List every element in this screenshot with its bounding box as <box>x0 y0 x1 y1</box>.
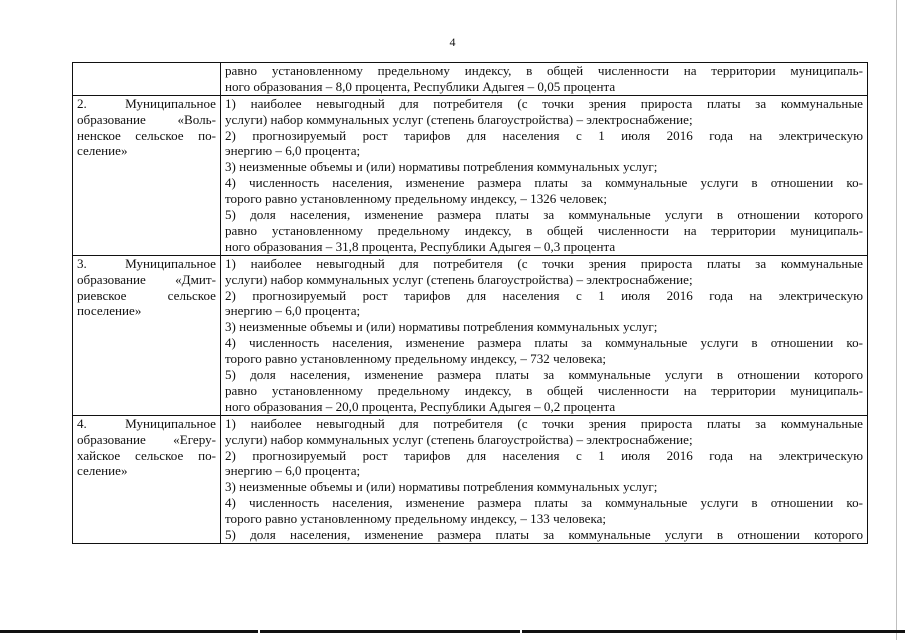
details-cell <box>221 255 868 415</box>
details-line: ного образования – 8,0 процента, Республики Адыгея – 0,05 процента <box>225 78 616 94</box>
municipality-name-line: образование «Воль- <box>77 111 216 127</box>
details-line: равно установленному предельному индексу, в общей численности на территории муниципаль- <box>225 63 863 78</box>
table-row <box>73 415 868 543</box>
details-line: 2) прогнозируемый рост тарифов для населения с 1 июля 2016 года на электрическую <box>225 127 863 143</box>
details-line: 3) неизменные объемы и (или) нормативы потребления коммунальных услуг; <box>225 319 658 335</box>
details-line: равно установленному предельному индексу, в общей численности на территории муниципаль- <box>225 222 863 238</box>
details-line: 2) прогнозируемый рост тарифов для населения с 1 июля 2016 года на электрическую <box>225 447 863 463</box>
details-line: 4) численность населения, изменение размера платы за коммунальные услуги в отношении ко- <box>225 335 863 351</box>
municipality-name-line: ненское сельское по- <box>77 127 216 143</box>
details-line: услуги) набор коммунальных услуг (степень благоустройства) – электроснабжение; <box>225 431 693 447</box>
details-line: энергию – 6,0 процента; <box>225 463 361 479</box>
details-line: 1) наиболее невыгодный для потребителя (с точки зрения прироста платы за коммунальные <box>225 415 863 431</box>
details-cell <box>221 95 868 255</box>
page-number: 4 <box>449 35 456 49</box>
details-cell <box>221 415 868 543</box>
municipality-cell <box>73 415 221 543</box>
details-line: услуги) набор коммунальных услуг (степень благоустройства) – электроснабжение; <box>225 271 693 287</box>
details-line: 5) доля населения, изменение размера платы за коммунальные услуги в отношении которого <box>225 367 863 383</box>
table-row <box>73 63 868 96</box>
details-line: 1) наиболее невыгодный для потребителя (с точки зрения прироста платы за коммунальные <box>225 95 863 111</box>
municipality-name-line: 3. Муниципальное <box>77 255 216 271</box>
table-row <box>73 255 868 415</box>
municipality-cell <box>73 63 221 96</box>
municipality-name-line: селение» <box>77 463 128 479</box>
details-line: торого равно установленному предельному индексу, – 1326 человек; <box>225 191 608 207</box>
details-line: энергию – 6,0 процента; <box>225 143 361 159</box>
details-cell <box>221 63 868 96</box>
details-line: энергию – 6,0 процента; <box>225 303 361 319</box>
municipality-name-line: хайское сельское по- <box>77 447 216 463</box>
municipality-name-line: 2. Муниципальное <box>77 95 216 111</box>
details-line: ного образования – 31,8 процента, Республики Адыгея – 0,3 процента <box>225 238 616 254</box>
municipality-name-line: риевское сельское <box>77 287 216 303</box>
details-line: 5) доля населения, изменение размера платы за коммунальные услуги в отношении которого <box>225 527 863 543</box>
details-line: равно установленному предельному индексу, в общей численности на территории муниципаль- <box>225 382 863 398</box>
municipality-name-line: образование «Егеру- <box>77 431 216 447</box>
table-body <box>73 63 868 544</box>
details-line: торого равно установленному предельному индексу, – 732 человека; <box>225 351 607 367</box>
municipality-cell <box>73 255 221 415</box>
table-row <box>73 95 868 255</box>
details-line: 5) доля населения, изменение размера платы за коммунальные услуги в отношении которого <box>225 207 863 223</box>
details-line: ного образования – 20,0 процента, Республики Адыгея – 0,2 процента <box>225 398 616 414</box>
details-line: торого равно установленному предельному индексу, – 133 человека; <box>225 511 607 527</box>
municipality-cell <box>73 95 221 255</box>
details-line: 4) численность населения, изменение размера платы за коммунальные услуги в отношении ко- <box>225 495 863 511</box>
scan-right-edge <box>896 0 897 640</box>
details-line: услуги) набор коммунальных услуг (степень благоустройства) – электроснабжение; <box>225 111 693 127</box>
scan-bottom-gap <box>520 630 522 633</box>
details-line: 2) прогнозируемый рост тарифов для населения с 1 июля 2016 года на электрическую <box>225 287 863 303</box>
municipality-name-line: 4. Муниципальное <box>77 415 216 431</box>
details-line: 1) наиболее невыгодный для потребителя (с точки зрения прироста платы за коммунальные <box>225 255 863 271</box>
municipality-name-line: селение» <box>77 143 128 159</box>
municipality-name-line: поселение» <box>77 303 142 319</box>
scan-bottom-gap <box>258 630 260 633</box>
scan-bottom-strip <box>0 630 905 633</box>
document-table <box>72 62 868 544</box>
details-line: 4) численность населения, изменение размера платы за коммунальные услуги в отношении ко- <box>225 175 863 191</box>
municipality-name-line: образование «Дмит- <box>77 271 216 287</box>
details-line: 3) неизменные объемы и (или) нормативы потребления коммунальных услуг; <box>225 159 658 175</box>
details-line: 3) неизменные объемы и (или) нормативы потребления коммунальных услуг; <box>225 479 658 495</box>
